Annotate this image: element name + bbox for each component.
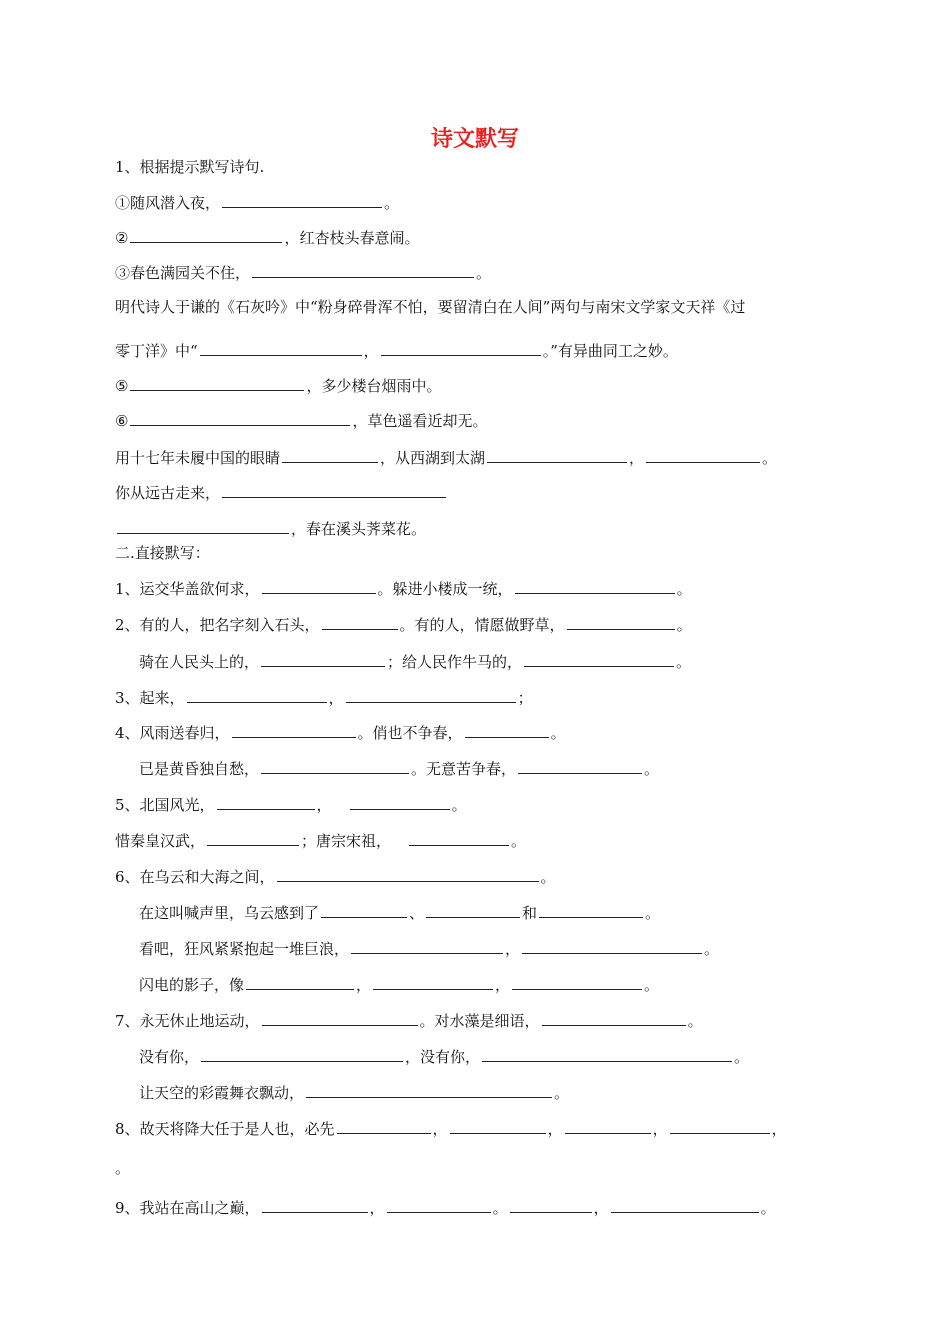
item-7c: 让天空的彩霞舞衣飘动， 。 bbox=[139, 1084, 570, 1102]
answer-blank[interactable] bbox=[670, 1118, 770, 1134]
answer-blank[interactable] bbox=[518, 758, 642, 774]
item-8: 8、故天将降大任于是人也，必先 ， ， ， ， bbox=[115, 1120, 787, 1138]
item-2: 2、有的人，把名字刻入石头， 。有的人，情愿做野草， 。 bbox=[115, 616, 692, 634]
item-7b: 没有你， ，没有你， 。 bbox=[139, 1048, 750, 1066]
item-6b: 在这叫喊声里，乌云感到了 、 和 。 bbox=[139, 904, 661, 922]
answer-blank[interactable] bbox=[252, 262, 474, 278]
answer-blank[interactable] bbox=[200, 340, 362, 356]
answer-blank[interactable] bbox=[222, 192, 382, 208]
answer-blank[interactable] bbox=[350, 794, 450, 810]
answer-blank[interactable] bbox=[201, 1046, 403, 1062]
item-6: 6、在乌云和大海之间， 。 bbox=[115, 868, 556, 886]
answer-blank[interactable] bbox=[117, 518, 289, 534]
item-7: 7、永无休止地运动， 。对水藻是细语， 。 bbox=[115, 1012, 703, 1030]
answer-blank[interactable] bbox=[510, 1197, 592, 1213]
answer-blank[interactable] bbox=[512, 974, 642, 990]
answer-blank[interactable] bbox=[465, 722, 549, 738]
answer-blank[interactable] bbox=[337, 1118, 431, 1134]
answer-blank[interactable] bbox=[611, 1197, 759, 1213]
item-5b: 惜秦皇汉武， ；唐宗宋祖， 。 bbox=[115, 832, 527, 850]
answer-blank[interactable] bbox=[262, 1197, 368, 1213]
item-5: 5、北国风光， ， 。 bbox=[115, 796, 467, 814]
item-6d: 闪电的影子，像 ， ， 。 bbox=[139, 976, 660, 994]
answer-blank[interactable] bbox=[321, 902, 407, 918]
question-3: ③春色满园关不住， 。 bbox=[115, 264, 492, 282]
answer-blank[interactable] bbox=[246, 974, 354, 990]
answer-blank[interactable] bbox=[261, 651, 385, 667]
answer-blank[interactable] bbox=[381, 340, 541, 356]
question-5: ⑤ ，多少楼台烟雨中。 bbox=[115, 377, 442, 395]
answer-blank[interactable] bbox=[522, 938, 702, 954]
answer-blank[interactable] bbox=[262, 1010, 418, 1026]
question-8: 你从远古走来， bbox=[115, 482, 448, 503]
question-7: 用十七年未履中国的眼睛 ，从西湖到太湖 ， 。 bbox=[115, 449, 778, 467]
answer-blank[interactable] bbox=[187, 687, 327, 703]
answer-blank[interactable] bbox=[524, 651, 674, 667]
item-4b: 已是黄昏独自愁， 。无意苦争春， 。 bbox=[139, 760, 660, 778]
question-4-blanks: 零丁洋》中“ ， 。”有异曲同工之妙。 bbox=[115, 342, 678, 360]
item-2b: 骑在人民头上的， ；给人民作牛马的， 。 bbox=[139, 653, 692, 671]
answer-blank[interactable] bbox=[262, 578, 376, 594]
answer-blank[interactable] bbox=[207, 830, 299, 846]
answer-blank[interactable] bbox=[130, 410, 350, 426]
answer-blank[interactable] bbox=[539, 902, 643, 918]
answer-blank[interactable] bbox=[515, 578, 675, 594]
question-1: ①随风潜入夜， 。 bbox=[115, 194, 400, 212]
answer-blank[interactable] bbox=[482, 1046, 732, 1062]
item-4: 4、风雨送春归， 。俏也不争春， 。 bbox=[115, 724, 566, 742]
question-4-text: 明代诗人于谦的《石灰吟》中“粉身碎骨浑不怕，要留清白在人间”两句与南宋文学家文天祥《过 bbox=[115, 298, 746, 316]
answer-blank[interactable] bbox=[130, 375, 304, 391]
answer-blank[interactable] bbox=[351, 938, 503, 954]
item-9: 9、我站在高山之巅， ， 。 ， 。 bbox=[115, 1199, 776, 1217]
answer-blank[interactable] bbox=[346, 687, 516, 703]
question-9: ，春在溪头荠菜花。 bbox=[115, 518, 426, 539]
answer-blank[interactable] bbox=[646, 447, 760, 463]
question-2: ② ，红杏枝头春意闹。 bbox=[115, 229, 420, 247]
item-3: 3、起来， ， ； bbox=[115, 689, 533, 707]
answer-blank[interactable] bbox=[130, 227, 282, 243]
answer-blank[interactable] bbox=[487, 447, 627, 463]
item-6c: 看吧，狂风紧紧抱起一堆巨浪， ， 。 bbox=[139, 940, 720, 958]
answer-blank[interactable] bbox=[542, 1010, 686, 1026]
answer-blank[interactable] bbox=[282, 447, 378, 463]
section2-heading: 二.直接默写： bbox=[115, 544, 210, 562]
item-1: 1、运交华盖欲何求， 。躲进小楼成一统， 。 bbox=[115, 580, 692, 598]
answer-blank[interactable] bbox=[306, 1082, 552, 1098]
answer-blank[interactable] bbox=[261, 758, 409, 774]
answer-blank[interactable] bbox=[426, 902, 520, 918]
answer-blank[interactable] bbox=[277, 866, 539, 882]
answer-blank[interactable] bbox=[232, 722, 356, 738]
item-8-end: 。 bbox=[115, 1159, 131, 1177]
answer-blank[interactable] bbox=[322, 614, 398, 630]
page-title: 诗文默写 bbox=[430, 127, 519, 152]
answer-blank[interactable] bbox=[222, 482, 446, 498]
answer-blank[interactable] bbox=[565, 1118, 651, 1134]
question-6: ⑥ ，草色遥看近却无。 bbox=[115, 412, 488, 430]
answer-blank[interactable] bbox=[387, 1197, 491, 1213]
answer-blank[interactable] bbox=[373, 974, 493, 990]
answer-blank[interactable] bbox=[409, 830, 509, 846]
answer-blank[interactable] bbox=[567, 614, 675, 630]
answer-blank[interactable] bbox=[217, 794, 315, 810]
section1-heading: 1、根据提示默写诗句. bbox=[115, 158, 265, 176]
answer-blank[interactable] bbox=[450, 1118, 546, 1134]
